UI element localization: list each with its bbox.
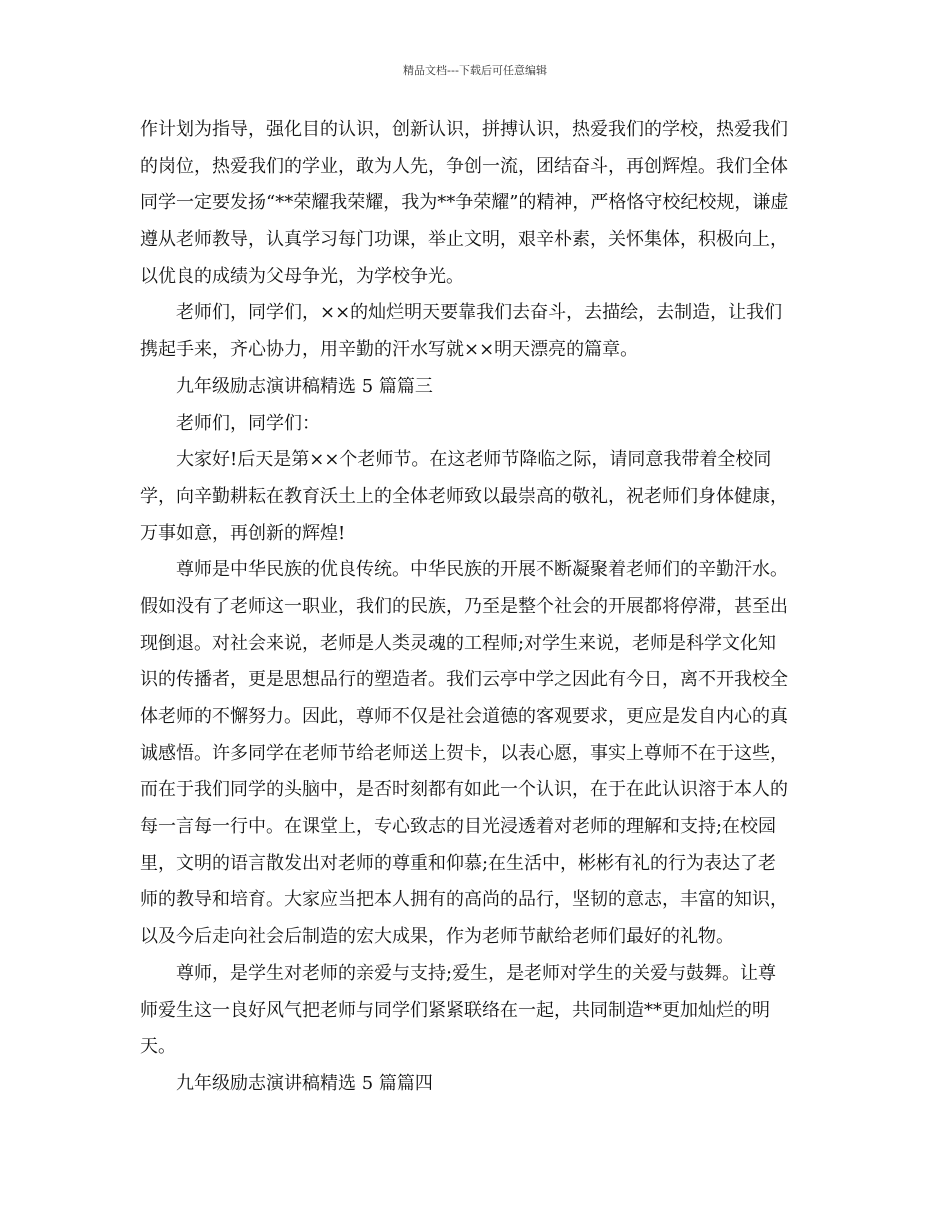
text-line: 以及今后走向社会后制造的宏大成果，作为老师节献给老师们最好的礼物。 (140, 926, 734, 948)
text-line: 而在于我们同学的头脑中，是否时刻都有如此一个认识，在于在此认识溶于本人的 (140, 779, 788, 801)
text-line: 九年级励志演讲稿精选 5 篇篇三 (176, 375, 433, 397)
text-line: 携起手来，齐心协力，用辛勤的汗水写就××明天漂亮的篇章。 (140, 339, 639, 361)
text-line: 天。 (140, 1036, 176, 1058)
text-line: 诚感悟。许多同学在老师节给老师送上贺卡，以表心愿，事实上尊师不在于这些， (140, 742, 788, 764)
text-line: 的岗位，热爱我们的学业，敢为人先，争创一流，团结奋斗，再创辉煌。我们全体 (140, 155, 788, 177)
text-line: 万事如意，再创新的辉煌! (140, 522, 346, 544)
text-line: 老师们，同学们： (176, 412, 320, 434)
text-line: 里，文明的语言散发出对老师的尊重和仰慕;在生活中，彬彬有礼的行为表达了老 (140, 852, 777, 874)
text-line: 识的传播者，更是思想品行的塑造者。我们云亭中学之因此有今日，离不开我校全 (140, 669, 788, 691)
text-line: 学，向辛勤耕耘在教育沃土上的全体老师致以最崇高的敬礼，祝老师们身体健康， (140, 485, 788, 507)
text-line: 假如没有了老师这一职业，我们的民族，乃至是整个社会的开展都将停滞，甚至出 (140, 595, 788, 617)
page-header: 精品文档---下载后可任意编辑 (403, 64, 547, 77)
text-line: 尊师，是学生对老师的亲爱与支持;爱生，是老师对学生的关爱与鼓舞。让尊 (176, 962, 777, 984)
document-body (140, 112, 812, 1103)
text-line: 每一言每一行中。在课堂上，专心致志的目光浸透着对老师的理解和支持;在校园 (140, 816, 777, 838)
text-line: 现倒退。对社会来说，老师是人类灵魂的工程师;对学生来说，老师是科学文化知 (140, 632, 777, 654)
text-line: 体老师的不懈努力。因此，尊师不仅是社会道德的客观要求，更应是发自内心的真 (140, 706, 788, 727)
text-line: 老师们，同学们，××的灿烂明天要靠我们去奋斗，去描绘，去制造，让我们 (176, 302, 783, 324)
text-line: 遵从老师教导，认真学习每门功课，举止文明，艰辛朴素，关怀集体，积极向上， (140, 229, 788, 251)
text-line: 尊师是中华民族的优良传统。中华民族的开展不断凝聚着老师们的辛勤汗水。 (176, 559, 788, 581)
text-line: 师的教导和培育。大家应当把本人拥有的高尚的品行，坚韧的意志，丰富的知识， (140, 889, 788, 911)
text-line: 作计划为指导，强化目的认识，创新认识，拼搏认识，热爱我们的学校，热爱我们 (140, 119, 788, 140)
text-line: 九年级励志演讲稿精选 5 篇篇四 (176, 1072, 433, 1094)
text-line: 以优良的成绩为父母争光，为学校争光。 (140, 265, 464, 287)
text-line: 师爱生这一良好风气把老师与同学们紧紧联络在一起，共同制造**更加灿烂的明 (140, 999, 770, 1021)
text-line: 大家好!后天是第××个老师节。在这老师节降临之际，请同意我带着全校同 (176, 449, 772, 471)
text-line: 同学一定要发扬“**荣耀我荣耀，我为**争荣耀”的精神，严格恪守校纪校规，谦虚 (140, 192, 789, 214)
